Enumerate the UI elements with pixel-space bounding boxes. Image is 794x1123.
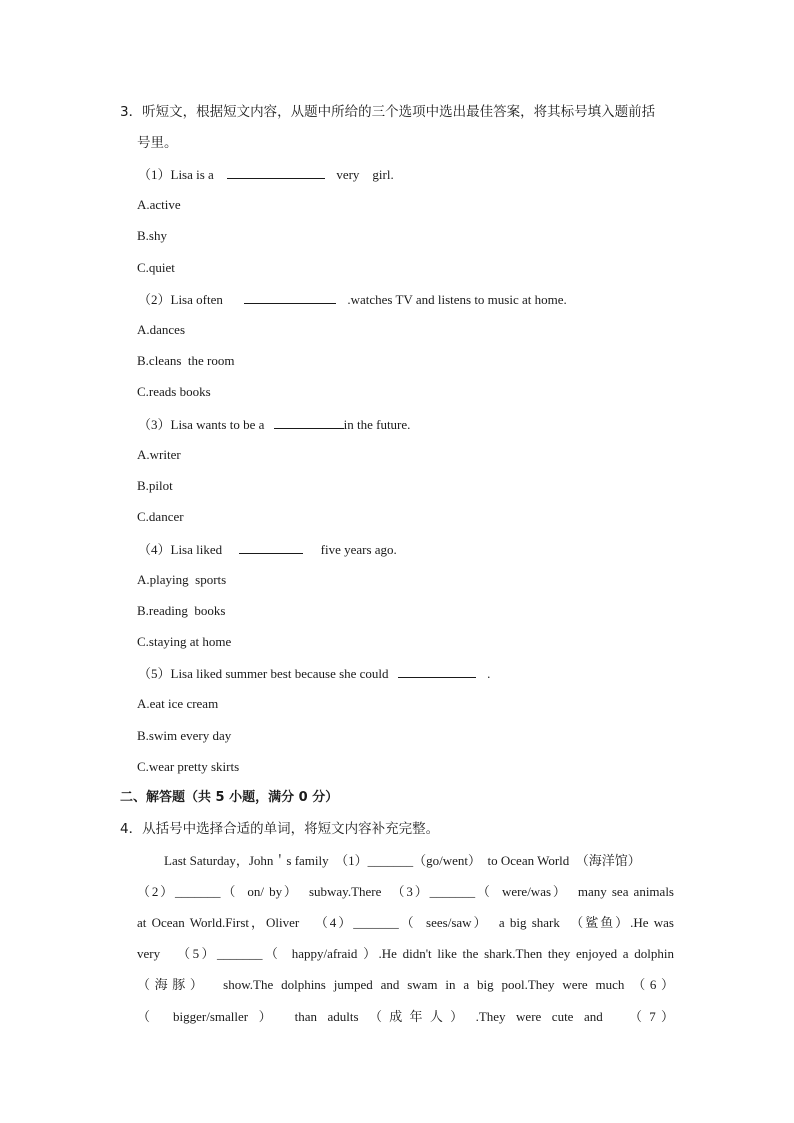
q4-passage-line-4: very （5）_______（ happy/afraid ）.He didn't like the shark.Then they enjoyed a dolphin <box>137 946 674 961</box>
q3-item-1 <box>138 165 394 184</box>
q3-item-3-option-c[interactable]: C.dancer <box>137 509 184 524</box>
q3-item-3-option-b[interactable]: B.pilot <box>137 478 173 493</box>
q3-item-4-suffix: five years ago. <box>320 542 397 557</box>
q3-item-4-option-b[interactable]: B.reading books <box>137 603 226 618</box>
q4-passage-line-6: （ bigger/smaller ） than adults （ 成 年 人 ） .They were cute and （ 7 ） <box>137 1009 674 1024</box>
q3-item-2-suffix: .watches TV and listens to music at home. <box>347 292 567 307</box>
q3-item-3-prefix: （3）Lisa wants to be a <box>138 417 265 432</box>
q4-passage-line-1: Last Saturday，John＇s family （1）_______（go/went） to Ocean World （海洋馆） <box>164 853 641 868</box>
q3-item-5 <box>138 664 490 683</box>
q3-title-line1: 3．听短文，根据短文内容，从题中所给的三个选项中选出最佳答案，将其标号填入题前括 <box>120 104 656 120</box>
q3-item-5-option-b[interactable]: B.swim every day <box>137 728 232 743</box>
q3-item-2-option-b[interactable]: B.cleans the room <box>137 353 235 368</box>
q3-item-5-blank[interactable] <box>398 664 476 678</box>
q3-item-1-option-c[interactable]: C.quiet <box>137 260 175 275</box>
q3-item-4-option-c[interactable]: C.staying at home <box>137 634 232 649</box>
q3-item-3-option-a[interactable]: A.writer <box>137 447 181 462</box>
q3-item-1-prefix: （1）Lisa is a <box>138 167 214 182</box>
q3-item-5-prefix: （5）Lisa liked summer best because she could <box>138 666 389 681</box>
q3-item-3-blank[interactable] <box>274 415 344 429</box>
q3-item-4-prefix: （4）Lisa liked <box>138 542 223 557</box>
q4-passage-line-2: （2）_______（ on/ by） subway.There （3）_______（ were/was） many sea animals <box>137 884 674 899</box>
q3-title-line2: 号里。 <box>137 135 178 151</box>
q3-item-2 <box>138 290 567 309</box>
q3-item-1-blank[interactable] <box>227 165 325 179</box>
q3-item-1-option-a[interactable]: A.active <box>137 197 181 212</box>
q4-passage-line-5: （海豚） show.The dolphins jumped and swam in a big pool.They were much （6） <box>137 977 674 992</box>
q3-item-1-option-b[interactable]: B.shy <box>137 228 167 243</box>
q3-item-4 <box>138 540 397 559</box>
q3-item-2-blank[interactable] <box>244 290 336 304</box>
q3-item-5-option-a[interactable]: A.eat ice cream <box>137 696 219 711</box>
q4-passage-line-3: at Ocean World.First，Oliver （4）_______（ sees/saw） a big shark （鲨鱼）.He was <box>137 915 674 930</box>
q3-item-4-blank[interactable] <box>239 540 303 554</box>
q3-item-4-option-a[interactable]: A.playing sports <box>137 572 227 587</box>
q3-item-2-option-c[interactable]: C.reads books <box>137 384 211 399</box>
section-2-heading: 二、解答题（共 5 小题，满分 0 分） <box>120 790 339 805</box>
q3-item-5-option-c[interactable]: C.wear pretty skirts <box>137 759 240 774</box>
q3-item-3 <box>138 415 410 434</box>
q4-title: 4．从括号中选择合适的单词，将短文内容补充完整。 <box>120 821 440 837</box>
q3-item-2-option-a[interactable]: A.dances <box>137 322 186 337</box>
q3-item-2-prefix: （2）Lisa often <box>138 292 223 307</box>
q3-item-3-suffix: in the future. <box>343 417 411 432</box>
q3-item-1-suffix: very girl. <box>336 167 394 182</box>
q3-item-5-suffix: . <box>487 666 491 681</box>
